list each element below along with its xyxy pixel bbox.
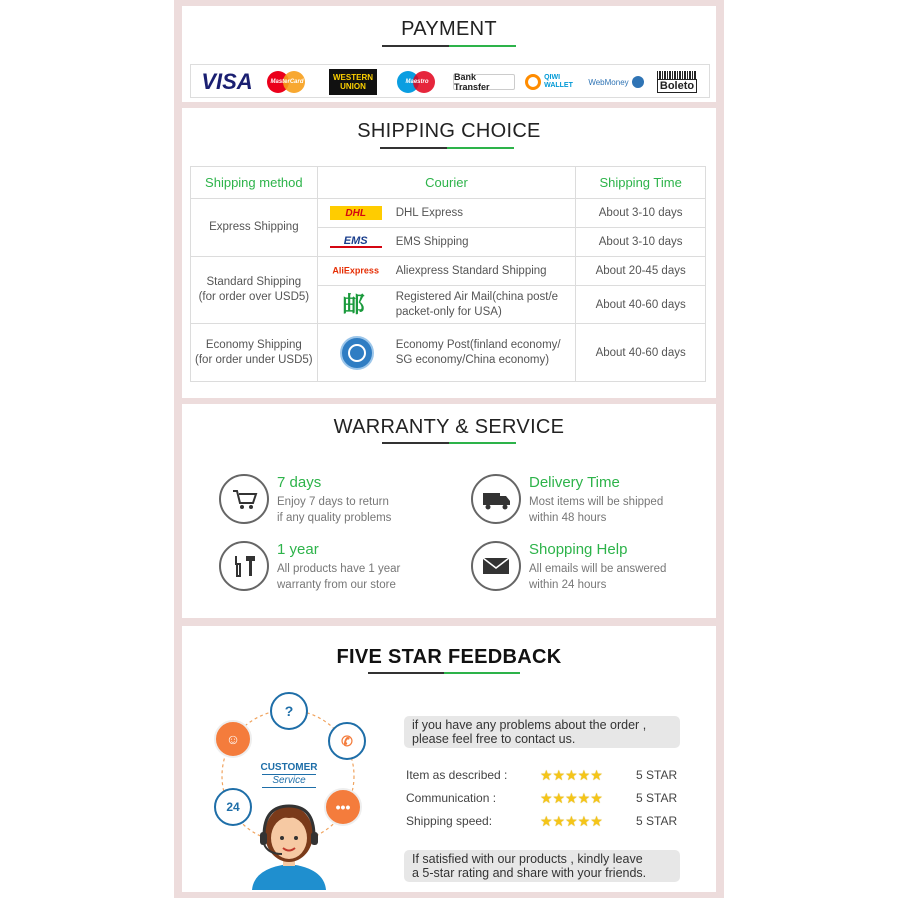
rating-row: Item as described : ★★★★★ 5 STAR: [406, 767, 678, 783]
cart-icon: [219, 474, 269, 524]
table-row: [191, 199, 706, 228]
courier-cell: AliExpress Aliexpress Standard Shipping: [317, 257, 576, 286]
warranty-section: [182, 404, 716, 618]
method-cell: Standard Shipping (for order over USD5): [191, 257, 318, 324]
feedback-title: FIVE STAR FEEDBACK: [336, 646, 562, 668]
table-row: [191, 257, 706, 286]
visa-logo: VISA: [201, 69, 253, 94]
warranty-item-title: 7 days: [277, 474, 322, 491]
webmoney-logo: WebMoney: [585, 69, 647, 95]
warranty-item-desc: Enjoy 7 days to return if any quality problems: [277, 496, 392, 524]
dhl-logo: DHL: [330, 206, 382, 220]
time-cell: About 3-10 days: [576, 228, 706, 257]
western-union-logo: WESTERN UNION: [329, 69, 377, 95]
rating-row: Shipping speed: ★★★★★ 5 STAR: [406, 813, 678, 829]
time-cell: About 20-45 days: [576, 257, 706, 286]
payment-title: PAYMENT: [401, 18, 497, 40]
star-icons: ★★★★★: [540, 790, 603, 806]
phone-icon: ✆: [328, 722, 366, 760]
qiwi-wallet-logo: QIWI WALLET: [521, 69, 577, 95]
method-cell: Express Shipping: [191, 199, 318, 257]
table-row: [191, 324, 706, 382]
un-logo: [340, 336, 374, 370]
warranty-item: [219, 541, 479, 601]
courier-cell: DHL DHL Express: [317, 199, 576, 228]
shipping-section: [182, 108, 716, 398]
title-underline: [368, 672, 520, 674]
customer-service-text: CUSTOMER Service: [260, 762, 318, 786]
warranty-item: [471, 541, 731, 601]
warranty-item-title: 1 year: [277, 541, 319, 558]
24-hour-icon: 24: [214, 788, 252, 826]
customer-service-illustration: [208, 690, 368, 890]
agent-avatar: [244, 798, 334, 890]
header-shipping-time: Shipping Time: [576, 167, 706, 199]
question-icon: ?: [270, 692, 308, 730]
smiley-icon: ☺: [214, 720, 252, 758]
warranty-item-title: Delivery Time: [529, 474, 620, 491]
warranty-item-desc: All emails will be answered within 24 hours: [529, 563, 667, 591]
courier-cell: Economy Post(finland economy/ SG economy/China economy): [317, 324, 576, 382]
payment-section: [182, 6, 716, 102]
shipping-table: [190, 166, 706, 382]
warranty-item-title: Shopping Help: [529, 541, 628, 558]
boleto-logo: Boleto: [655, 69, 699, 95]
warranty-item-desc: Most items will be shipped within 48 hours: [529, 496, 664, 524]
envelope-icon: [471, 541, 521, 591]
header-shipping-method: Shipping method: [191, 167, 318, 199]
method-cell: Economy Shipping (for order under USD5): [191, 324, 318, 382]
time-cell: About 40-60 days: [576, 286, 706, 324]
rating-request-bubble: If satisfied with our products , kindly leave a 5-star rating and share with your friends.: [404, 850, 680, 882]
title-underline: [382, 45, 516, 47]
truck-icon: [471, 474, 521, 524]
china-post-logo: 邮: [342, 292, 365, 317]
warranty-title: WARRANTY & SERVICE: [333, 416, 565, 438]
title-underline: [382, 442, 516, 444]
time-cell: About 3-10 days: [576, 199, 706, 228]
warranty-item: [471, 474, 731, 534]
ems-logo: EMS: [330, 236, 382, 248]
title-underline: [380, 147, 514, 149]
rating-row: Communication : ★★★★★ 5 STAR: [406, 790, 678, 806]
star-icons: ★★★★★: [540, 767, 603, 783]
courier-cell: 邮 Registered Air Mail(china post/e packet-only for USA): [317, 286, 576, 324]
contact-bubble: if you have any problems about the order , please feel free to contact us.: [404, 716, 680, 748]
bank-transfer-logo: Bank Transfer: [453, 74, 515, 90]
aliexpress-logo: AliExpress: [332, 265, 379, 276]
courier-cell: EMS EMS Shipping: [317, 228, 576, 257]
chat-icon: •••: [324, 788, 362, 826]
payment-logos: [190, 64, 710, 98]
star-icons: ★★★★★: [540, 813, 603, 829]
maestro-logo: Maestro: [397, 69, 437, 95]
time-cell: About 40-60 days: [576, 324, 706, 382]
warranty-item-desc: All products have 1 year warranty from our store: [277, 563, 401, 591]
warranty-item: [219, 474, 479, 534]
header-courier: Courier: [317, 167, 576, 199]
feedback-section: [182, 626, 716, 892]
mastercard-logo: MasterCard: [267, 69, 307, 95]
shipping-title: SHIPPING CHOICE: [357, 120, 541, 142]
tools-icon: [219, 541, 269, 591]
